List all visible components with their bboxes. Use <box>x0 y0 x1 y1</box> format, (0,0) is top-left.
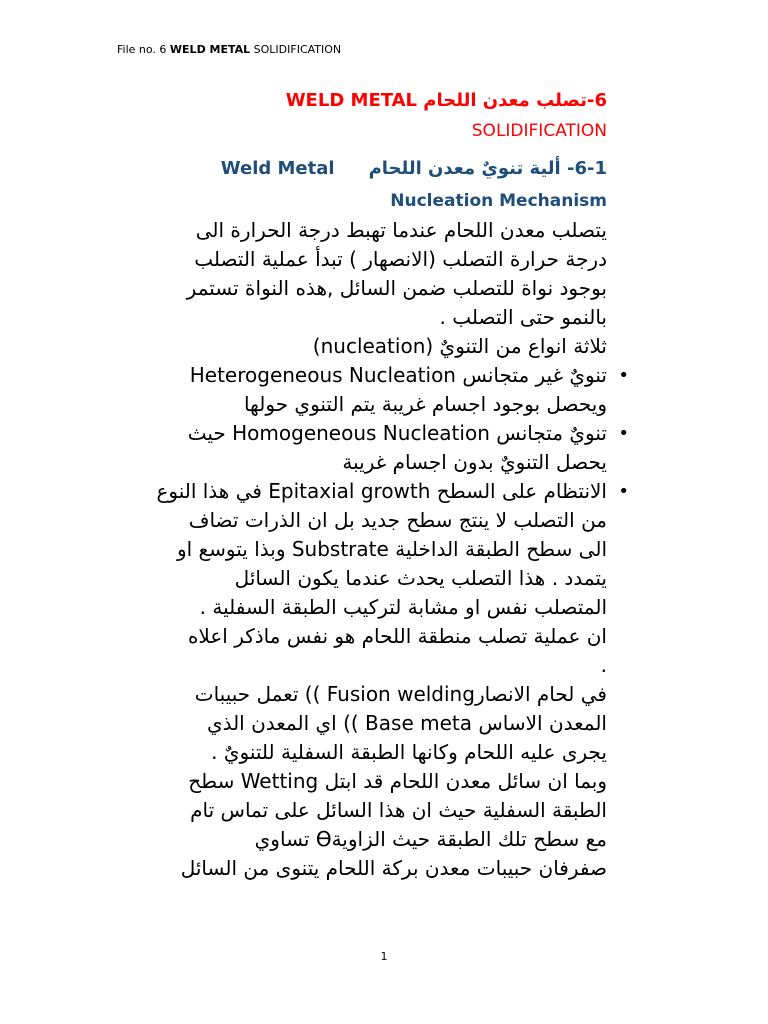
document-body <box>110 86 629 883</box>
text-line: المعدن الاساس Base meta )) اي المعدن الذي <box>206 711 607 735</box>
list-item <box>110 477 629 680</box>
bullet-icon: • <box>618 365 629 386</box>
text-line: بوجود نواة للتصلب ضمن السائل ,هذه النواة تستمر <box>186 276 607 300</box>
text-line: ويحصل بوجود اجسام غريبة يتم التنوي حولها <box>243 392 607 416</box>
section-title-line2: SOLIDIFICATION <box>471 121 607 141</box>
text-line: من التصلب لا ينتج سطح جديد بل ان الذرات تضاف <box>188 508 607 532</box>
subsection-title <box>110 152 607 186</box>
subsection-title-arabic: 6-1- ألية تنويٌ معدن اللحام <box>368 158 607 179</box>
list-item <box>110 361 629 419</box>
subsection-title-english: Weld Metal <box>220 158 335 179</box>
nucleation-types-list <box>110 361 629 680</box>
body-paragraph <box>110 680 607 883</box>
text-line: بالنمو حتى التصلب . <box>439 305 607 329</box>
page-header <box>117 43 341 56</box>
section-title: 6-تصلب معدن اللحام WELD METAL <box>285 90 607 111</box>
subsection-title-line2: Nucleation Mechanism <box>390 191 607 211</box>
text-line: الانتظام على السطح Epitaxial growth في هذا النوع <box>156 479 607 503</box>
header-suffix: SOLIDIFICATION <box>250 43 342 56</box>
text-line: الى سطح الطبقة الداخلية Substrate وبذا يتوسع او <box>176 537 607 561</box>
header-prefix: File no. 6 <box>117 43 170 56</box>
bullet-icon: • <box>618 423 629 444</box>
text-line: درجة حرارة التصلب (الانصهار ) تبدأ عملية التصلب <box>194 247 607 271</box>
text-line: يتمدد . هذا التصلب يحدث عندما يكون السائل <box>234 566 607 590</box>
text-line: مع سطح تلك الطبقة حيث الزاويةϴ تساوي <box>254 827 607 851</box>
list-item <box>110 419 629 477</box>
text-line: ثلاثة انواع من التنويٌ (nucleation) <box>312 334 607 358</box>
text-line: وبما ان سائل معدن اللحام قد ابتل Wetting سطح <box>188 769 607 793</box>
text-line: يجرى عليه اللحام وكانها الطبقة السفلية للتنويٌ . <box>211 740 607 764</box>
text-line: يحصل التنويٌ بدون اجسام غريبة <box>342 450 607 474</box>
text-line: الطبقة السفلية حيث ان هذا السائل على تماس تام <box>190 798 607 822</box>
text-line: المتصلب نفس او مشابة لتركيب الطبقة السفلية . <box>199 595 607 619</box>
text-line: ان عملية تصلب منطقة اللحام هو نفس ماذكر اعلاه <box>187 624 607 648</box>
bullet-icon: • <box>618 481 629 502</box>
text-line: . <box>600 653 607 677</box>
text-line: يتصلب معدن اللحام عندما تهبط درجة الحرارة الى <box>195 218 607 242</box>
text-line: صفرفان حبيبات معدن بركة اللحام يتنوى من السائل <box>180 856 607 880</box>
intro-paragraph <box>110 216 607 361</box>
text-line: تنويٌ غير متجانس Heterogeneous Nucleation <box>189 363 607 387</box>
text-line: تنويٌ متجانس Homogeneous Nucleation حيث <box>187 421 607 445</box>
header-bold: WELD METAL <box>169 43 251 56</box>
text-line: في لحام الانصارFusion welding )) تعمل حبيبات <box>194 682 607 706</box>
page-number: 1 <box>380 950 388 963</box>
